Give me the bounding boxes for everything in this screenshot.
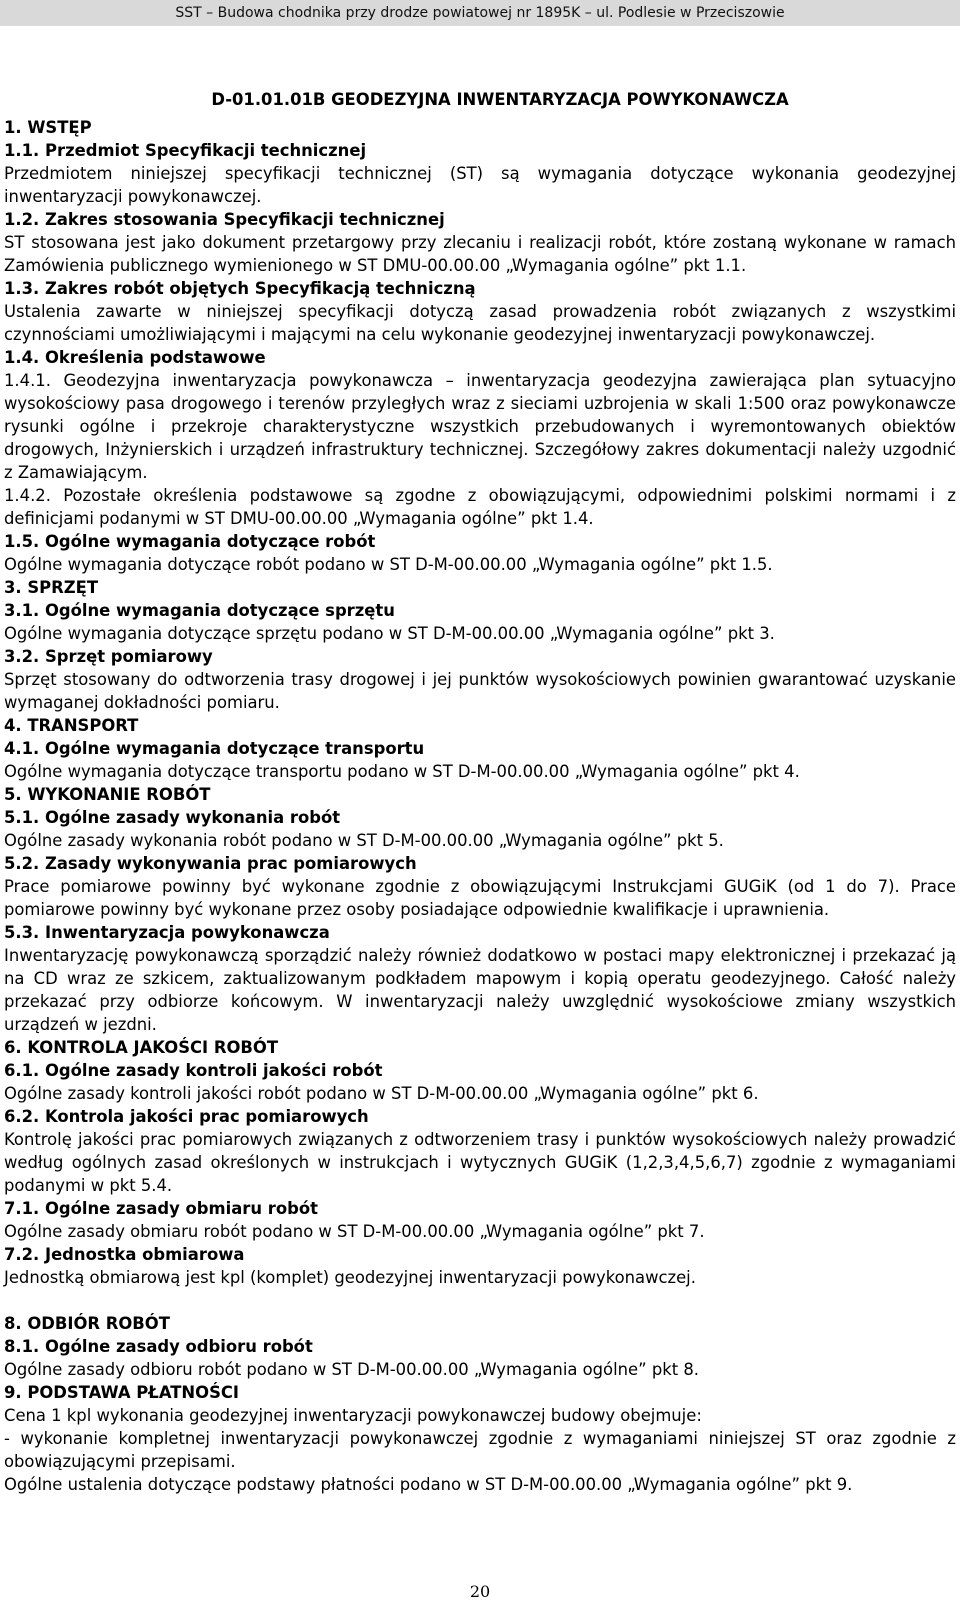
section-heading: 5. WYKONANIE ROBÓT [4,785,211,804]
section-heading: 3.1. Ogólne wymagania dotyczące sprzętu [4,601,395,620]
section-heading: 1.3. Zakres robót objętych Specyfikacją techniczną [4,279,476,298]
section-heading: 4. TRANSPORT [4,716,139,735]
section-heading: 7.2. Jednostka obmiarowa [4,1245,245,1264]
section-heading: 6.2. Kontrola jakości prac pomiarowych [4,1107,369,1126]
document-title: D-01.01.01B GEODEZYJNA INWENTARYZACJA POWYKONAWCZA [211,90,789,109]
section-heading: 6.1. Ogólne zasady kontroli jakości robót [4,1061,383,1080]
paragraph: Ogólne ustalenia dotyczące podstawy płatności podano w ST D-M-00.00.00 „Wymagania ogólne” pkt 9. [4,1475,853,1494]
page-number: 20 [469,1582,491,1601]
paragraph: Prace pomiarowe powinny być wykonane zgodnie z obowiązującymi Instrukcjami GUGiK (od 1 do 7). Prace pomiarowe powinny być wykonane przez osoby posiadające odpowiednie kwalifikacje i uprawnienia. [4,877,956,919]
section-heading: 1.1. Przedmiot Specyfikacji technicznej [4,141,367,160]
document-body [4,88,956,1496]
paragraph: Ogólne zasady wykonania robót podano w ST D-M-00.00.00 „Wymagania ogólne” pkt 5. [4,831,724,850]
section-heading: 5.3. Inwentaryzacja powykonawcza [4,923,330,942]
paragraph: Ogólne wymagania dotyczące transportu podano w ST D-M-00.00.00 „Wymagania ogólne” pkt 4. [4,762,800,781]
paragraph: Przedmiotem niniejszej specyfikacji technicznej (ST) są wymagania dotyczące wykonania geodezyjnej inwentaryzacji powykonawczej. [4,164,956,206]
section-heading: 7.1. Ogólne zasady obmiaru robót [4,1199,318,1218]
section-heading: 5.1. Ogólne zasady wykonania robót [4,808,341,827]
paragraph: Cena 1 kpl wykonania geodezyjnej inwentaryzacji powykonawczej budowy obejmuje: [4,1406,702,1425]
paragraph: Jednostką obmiarową jest kpl (komplet) geodezyjnej inwentaryzacji powykonawczej. [4,1268,696,1287]
paragraph: Ogólne zasady kontroli jakości robót podano w ST D-M-00.00.00 „Wymagania ogólne” pkt 6. [4,1084,759,1103]
section-heading: 1.2. Zakres stosowania Specyfikacji technicznej [4,210,445,229]
section-heading: 8. ODBIÓR ROBÓT [4,1314,170,1333]
paragraph: Ogólne zasady obmiaru robót podano w ST D-M-00.00.00 „Wymagania ogólne” pkt 7. [4,1222,705,1241]
section-heading: 5.2. Zasady wykonywania prac pomiarowych [4,854,417,873]
section-heading: 3.2. Sprzęt pomiarowy [4,647,213,666]
section-heading: 3. SPRZĘT [4,578,99,597]
paragraph: Ogólne wymagania dotyczące sprzętu podano w ST D-M-00.00.00 „Wymagania ogólne” pkt 3. [4,624,775,643]
paragraph: Inwentaryzację powykonawczą sporządzić należy również dodatkowo w postaci mapy elektronicznej i przekazać ją na CD wraz ze szkicem, zaktualizowanym podkładem mapowym i kopią operatu geodezyjnego. Całość należy przekazać przy odbiorze końcowym. W inwentaryzacji należy uwzględnić wysokościowe zmiany wszystkich urządzeń w jezdni. [4,946,956,1034]
spacer [4,1289,956,1312]
paragraph: 1.4.1. Geodezyjna inwentaryzacja powykonawcza – inwentaryzacja geodezyjna zawierająca plan sytuacyjno wysokościowy pasa drogowego i terenów przyległych wraz z sieciami uzbrojenia w skali 1:500 oraz powykonawcze rysunki ogólne i przekroje charakterystyczne wszystkich przebudowanych i wyremontowanych obiektów drogowych, Inżynierskich i urządzeń infrastruktury technicznej. Szczegółowy zakres dokumentacji należy uzgodnić z Zamawiającym. [4,371,956,482]
section-heading: 1.4. Określenia podstawowe [4,348,266,367]
section-heading: 9. PODSTAWA PŁATNOŚCI [4,1383,239,1402]
section-heading: 8.1. Ogólne zasady odbioru robót [4,1337,313,1356]
running-header: SST – Budowa chodnika przy drodze powiatowej nr 1895K – ul. Podlesie w Przeciszowie [0,0,960,26]
paragraph: Ustalenia zawarte w niniejszej specyfikacji dotyczą zasad prowadzenia robót związanych z wszystkimi czynnościami umożliwiającymi i mającymi na celu wykonanie geodezyjnej inwentaryzacji powykonawczej. [4,302,956,344]
section-heading: 1.5. Ogólne wymagania dotyczące robót [4,532,376,551]
paragraph: ST stosowana jest jako dokument przetargowy przy zlecaniu i realizacji robót, które zostaną wykonane w ramach Zamówienia publicznego wymienionego w ST DMU-00.00.00 „Wymagania ogólne” pkt 1.1. [4,233,956,275]
paragraph: Sprzęt stosowany do odtworzenia trasy drogowej i jej punktów wysokościowych powinien gwarantować uzyskanie wymaganej dokładności pomiaru. [4,670,956,712]
paragraph: - wykonanie kompletnej inwentaryzacji powykonawczej zgodnie z wymaganiami niniejszej ST oraz zgodnie z obowiązującymi przepisami. [4,1429,956,1471]
paragraph: Ogólne wymagania dotyczące robót podano w ST D-M-00.00.00 „Wymagania ogólne” pkt 1.5. [4,555,773,574]
section-heading: 6. KONTROLA JAKOŚCI ROBÓT [4,1038,279,1057]
section-heading: 1. WSTĘP [4,118,92,137]
paragraph: Kontrolę jakości prac pomiarowych związanych z odtworzeniem trasy i punktów wysokościowych należy prowadzić według ogólnych zasad określonych w instrukcjach i wytycznych GUGiK (1,2,3,4,5,6,7) zgodnie z wymaganiami podanymi w pkt 5.4. [4,1130,956,1195]
paragraph: 1.4.2. Pozostałe określenia podstawowe są zgodne z obowiązującymi, odpowiednimi polskimi normami i z definicjami podanymi w ST DMU-00.00.00 „Wymagania ogólne” pkt 1.4. [4,486,956,528]
paragraph: Ogólne zasady odbioru robót podano w ST D-M-00.00.00 „Wymagania ogólne” pkt 8. [4,1360,699,1379]
section-heading: 4.1. Ogólne wymagania dotyczące transportu [4,739,425,758]
